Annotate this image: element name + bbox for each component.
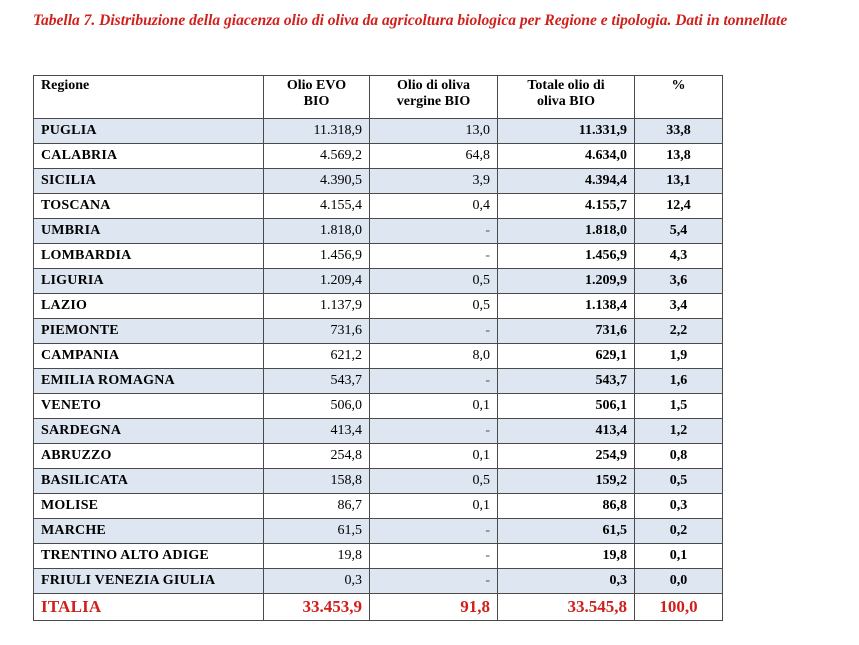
table-header-row [34,76,723,119]
cell-evo: 413,4 [264,419,370,444]
cell-region: FRIULI VENEZIA GIULIA [34,569,264,594]
cell-region: SICILIA [34,169,264,194]
cell-vergine: - [370,244,498,269]
cell-region: TRENTINO ALTO ADIGE [34,544,264,569]
cell-pct: 0,1 [635,544,723,569]
table-row [34,394,723,419]
header-totale [498,76,635,119]
cell-vergine: - [370,219,498,244]
cell-vergine: - [370,319,498,344]
cell-totale: 86,8 [498,494,635,519]
cell-pct: 1,6 [635,369,723,394]
cell-pct: 13,8 [635,144,723,169]
cell-totale: 159,2 [498,469,635,494]
cell-totale: 61,5 [498,519,635,544]
total-totale: 33.545,8 [498,594,635,621]
cell-region: BASILICATA [34,469,264,494]
cell-pct: 13,1 [635,169,723,194]
cell-vergine: 0,4 [370,194,498,219]
cell-totale: 19,8 [498,544,635,569]
table-row [34,369,723,394]
cell-region: LIGURIA [34,269,264,294]
table-row [34,469,723,494]
total-vergine: 91,8 [370,594,498,621]
cell-vergine: - [370,544,498,569]
cell-vergine: 64,8 [370,144,498,169]
cell-region: PIEMONTE [34,319,264,344]
cell-totale: 11.331,9 [498,119,635,144]
table-row [34,444,723,469]
cell-totale: 1.456,9 [498,244,635,269]
cell-region: SARDEGNA [34,419,264,444]
table-row [34,169,723,194]
total-pct: 100,0 [635,594,723,621]
cell-evo: 4.390,5 [264,169,370,194]
cell-pct: 0,2 [635,519,723,544]
cell-pct: 0,5 [635,469,723,494]
cell-vergine: 3,9 [370,169,498,194]
cell-vergine: 0,1 [370,444,498,469]
cell-totale: 0,3 [498,569,635,594]
cell-region: LOMBARDIA [34,244,264,269]
cell-evo: 61,5 [264,519,370,544]
table-row [34,544,723,569]
cell-region: CAMPANIA [34,344,264,369]
cell-evo: 1.137,9 [264,294,370,319]
header-evo [264,76,370,119]
total-row [34,594,723,621]
header-vergine [370,76,498,119]
cell-evo: 621,2 [264,344,370,369]
cell-evo: 1.456,9 [264,244,370,269]
cell-pct: 3,6 [635,269,723,294]
cell-region: UMBRIA [34,219,264,244]
cell-totale: 4.394,4 [498,169,635,194]
cell-totale: 254,9 [498,444,635,469]
cell-region: LAZIO [34,294,264,319]
cell-totale: 4.155,7 [498,194,635,219]
cell-vergine: 0,5 [370,294,498,319]
cell-vergine: 13,0 [370,119,498,144]
cell-pct: 5,4 [635,219,723,244]
header-vergine-line2: vergine BIO [396,94,471,109]
cell-vergine: 0,1 [370,494,498,519]
header-pct: % [635,76,723,119]
cell-pct: 0,3 [635,494,723,519]
cell-evo: 11.318,9 [264,119,370,144]
cell-evo: 731,6 [264,319,370,344]
cell-pct: 2,2 [635,319,723,344]
cell-region: ABRUZZO [34,444,264,469]
total-region: ITALIA [34,594,264,621]
cell-region: TOSCANA [34,194,264,219]
table-row [34,119,723,144]
cell-region: PUGLIA [34,119,264,144]
table-row [34,219,723,244]
cell-totale: 413,4 [498,419,635,444]
cell-totale: 1.138,4 [498,294,635,319]
cell-pct: 1,9 [635,344,723,369]
header-vergine-line1: Olio di oliva [396,78,471,93]
cell-region: EMILIA ROMAGNA [34,369,264,394]
header-totale-line2: oliva BIO [537,94,595,109]
header-evo-line1: Olio EVO [286,78,347,93]
cell-evo: 158,8 [264,469,370,494]
table-row [34,344,723,369]
cell-totale: 1.818,0 [498,219,635,244]
table-row [34,494,723,519]
cell-vergine: - [370,369,498,394]
cell-pct: 0,0 [635,569,723,594]
cell-pct: 4,3 [635,244,723,269]
table-caption: Tabella 7. Distribuzione della giacenza olio di oliva da agricoltura biologica per Regione e tipologia. Dati in tonnellate [33,12,788,29]
cell-totale: 506,1 [498,394,635,419]
cell-vergine: - [370,569,498,594]
table-row [34,294,723,319]
cell-vergine: 8,0 [370,344,498,369]
cell-totale: 629,1 [498,344,635,369]
header-totale-line1: Totale olio di [527,78,605,93]
table-row [34,269,723,294]
cell-vergine: 0,5 [370,469,498,494]
cell-evo: 86,7 [264,494,370,519]
cell-pct: 0,8 [635,444,723,469]
header-evo-line2: BIO [303,94,330,109]
cell-vergine: 0,1 [370,394,498,419]
cell-pct: 12,4 [635,194,723,219]
table-row [34,244,723,269]
cell-evo: 0,3 [264,569,370,594]
cell-evo: 19,8 [264,544,370,569]
cell-pct: 1,2 [635,419,723,444]
cell-evo: 1.818,0 [264,219,370,244]
olive-oil-table [33,75,723,621]
cell-region: CALABRIA [34,144,264,169]
cell-vergine: - [370,519,498,544]
cell-pct: 3,4 [635,294,723,319]
table-row [34,569,723,594]
cell-totale: 4.634,0 [498,144,635,169]
cell-evo: 4.569,2 [264,144,370,169]
cell-totale: 731,6 [498,319,635,344]
table-row [34,194,723,219]
header-region: Regione [34,76,264,119]
cell-vergine: 0,5 [370,269,498,294]
cell-totale: 1.209,9 [498,269,635,294]
cell-evo: 1.209,4 [264,269,370,294]
cell-totale: 543,7 [498,369,635,394]
cell-region: MOLISE [34,494,264,519]
cell-region: MARCHE [34,519,264,544]
cell-region: VENETO [34,394,264,419]
cell-evo: 543,7 [264,369,370,394]
cell-pct: 33,8 [635,119,723,144]
table-row [34,519,723,544]
table-row [34,319,723,344]
cell-evo: 254,8 [264,444,370,469]
cell-vergine: - [370,419,498,444]
table-row [34,419,723,444]
cell-pct: 1,5 [635,394,723,419]
total-evo: 33.453,9 [264,594,370,621]
cell-evo: 4.155,4 [264,194,370,219]
cell-evo: 506,0 [264,394,370,419]
table-row [34,144,723,169]
